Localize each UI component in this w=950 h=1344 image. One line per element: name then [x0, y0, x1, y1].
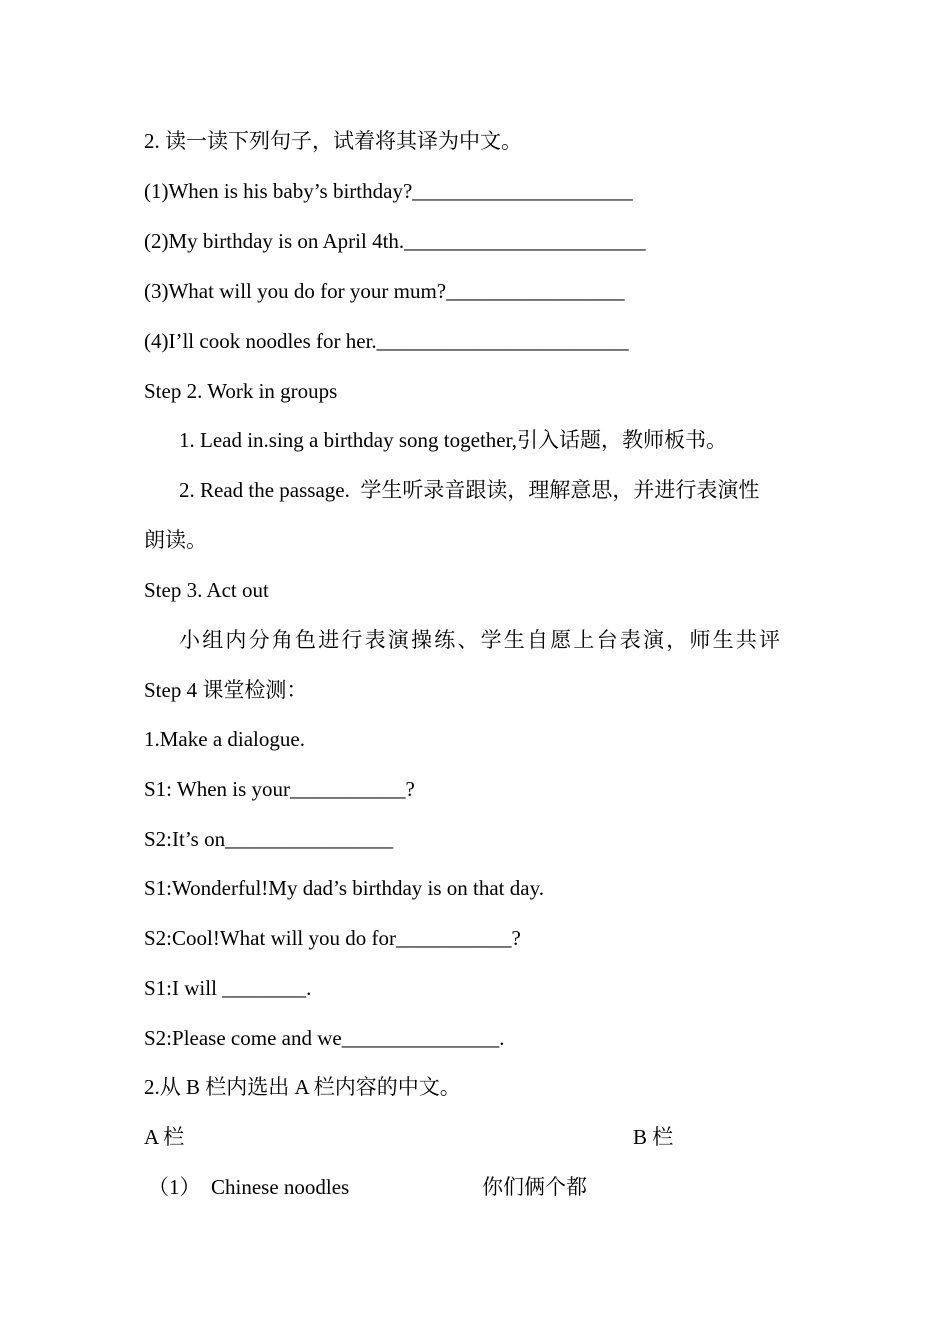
match-row-english: Chinese noodles — [211, 1175, 350, 1199]
match-row-chinese: 你们俩个都 — [482, 1175, 587, 1199]
step3-text: 小组内分角色进行表演操练、学生自愿上台表演，师生共评 — [179, 628, 783, 652]
step2-item-2-line-2: 朗读。 — [144, 528, 207, 552]
translate-item-4: (4)I’ll cook noodles for her.________________________ — [144, 329, 629, 353]
step4-heading: Step 4 课堂检测： — [144, 678, 308, 702]
dialogue-line-5: S1:I will ________. — [144, 976, 312, 1000]
dialogue-line-2: S2:It’s on________________ — [144, 827, 394, 851]
dialogue-line-6: S2:Please come and we_______________. — [144, 1026, 505, 1050]
step2-heading: Step 2. Work in groups — [144, 379, 338, 403]
column-a-header: A 栏 — [144, 1125, 185, 1149]
dialogue-line-4: S2:Cool!What will you do for___________? — [144, 926, 521, 950]
match-row-number: （1） — [148, 1175, 201, 1199]
dialogue-title: 1.Make a dialogue. — [144, 727, 305, 751]
step3-heading: Step 3. Act out — [144, 578, 269, 602]
translate-item-1: (1)When is his baby’s birthday?_____________________ — [144, 179, 633, 203]
translate-item-2: (2)My birthday is on April 4th._______________________ — [144, 229, 646, 253]
translate-heading: 2. 读一读下列句子，试着将其译为中文。 — [144, 129, 522, 153]
matching-title: 2.从 B 栏内选出 A 栏内容的中文。 — [144, 1075, 461, 1099]
step2-item-2-line-1: 2. Read the passage. 学生听录音跟读，理解意思，并进行表演性 — [179, 478, 760, 502]
dialogue-line-1: S1: When is your___________? — [144, 777, 415, 801]
column-b-header: B 栏 — [633, 1125, 674, 1149]
step2-item-1: 1. Lead in.sing a birthday song together,引入话题，教师板书。 — [179, 428, 727, 452]
translate-item-3: (3)What will you do for your mum?_________________ — [144, 279, 625, 303]
dialogue-line-3: S1:Wonderful!My dad’s birthday is on that day. — [144, 876, 544, 900]
